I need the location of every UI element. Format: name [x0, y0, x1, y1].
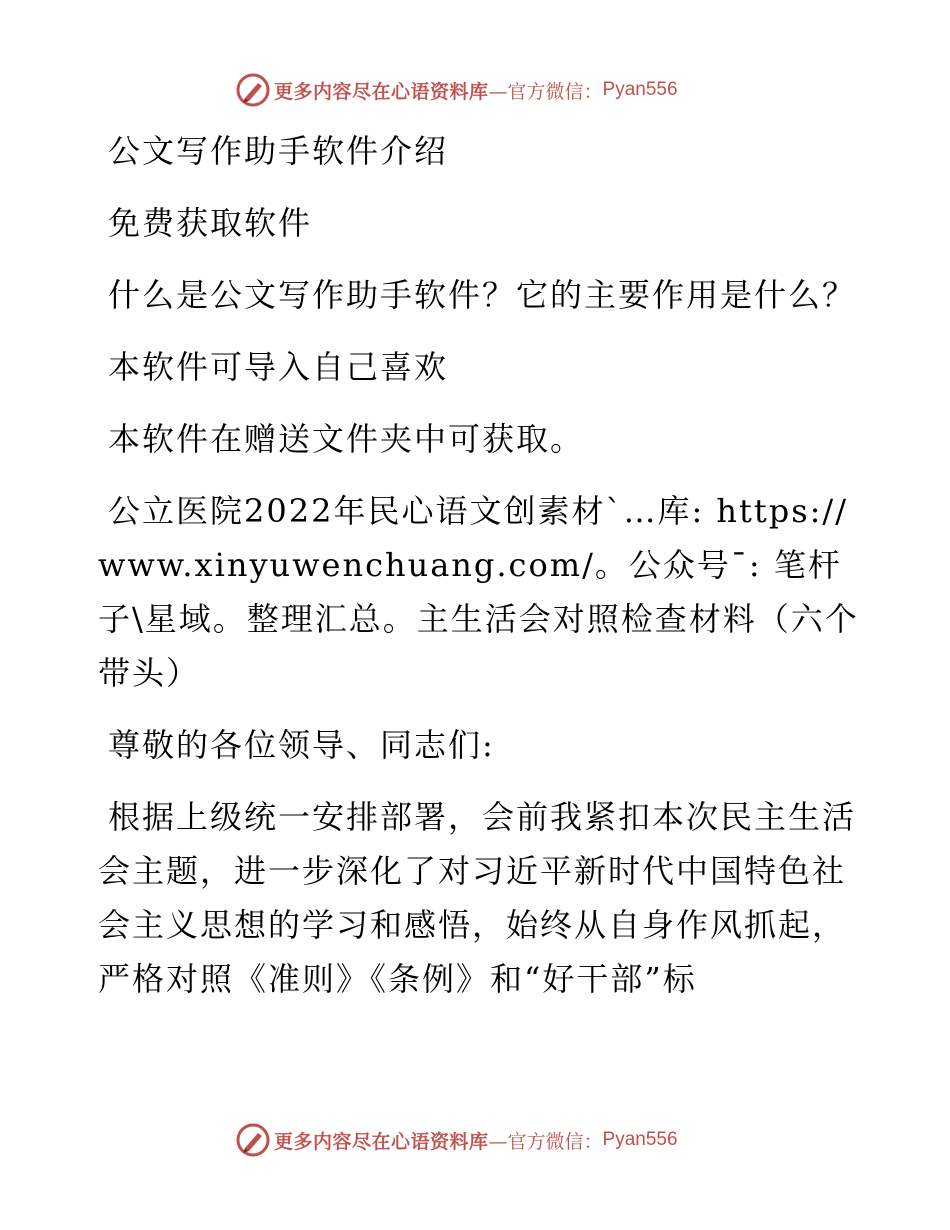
- paragraph-import: 本软件可导入自己喜欢: [108, 348, 449, 386]
- paragraph-question: 什么是公文写作助手软件？它的主要作用是什么？: [108, 276, 857, 314]
- paragraph-free-software: 免费获取软件: [108, 204, 313, 242]
- header-wechat-id: Pyan556: [602, 79, 678, 100]
- header-promo-text: 更多内容尽在心语资料库: [274, 80, 489, 103]
- paragraph-gift-folder: 本软件在赠送文件夹中可获取。: [108, 420, 585, 458]
- pen-logo-icon: [236, 73, 270, 107]
- paragraph-greeting: 尊敬的各位领导、同志们:: [108, 726, 495, 764]
- footer-watermark: [236, 1122, 678, 1158]
- header-watermark: [236, 72, 678, 108]
- footer-wechat-id: Pyan556: [602, 1129, 678, 1150]
- footer-promo-text: 更多内容尽在心语资料库: [274, 1130, 489, 1153]
- paragraph-title: 公文写作助手软件介绍: [108, 132, 449, 170]
- paragraph-body: 根据上级统一安排部署，会前我紧扣本次民主生活会主题，进一步深化了对习近平新时代中国特色社会主义思想的学习和感悟，始终从自身作风抓起，严格对照《准则》《条例》和“好干部”标: [98, 798, 857, 998]
- pen-logo-icon: [236, 1123, 270, 1157]
- document-body: [98, 124, 868, 1024]
- footer-contact-text: —官方微信：: [488, 1130, 603, 1153]
- header-contact-text: —官方微信：: [488, 80, 603, 103]
- paragraph-source: 公立医院2022年民心语文创素材`…库: https://www.xinyuwenchuang.com/。公众号¯: 笔杆子\星域。整理汇总。主生活会对照检查材料（六个带头）: [98, 492, 859, 692]
